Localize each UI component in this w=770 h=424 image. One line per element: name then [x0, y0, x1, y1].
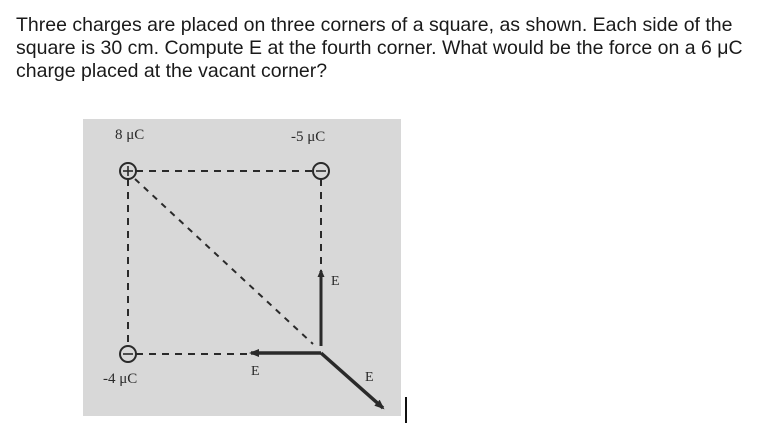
square-diagonal [135, 179, 313, 344]
charge-bottom-left-label: -4 μC [103, 371, 138, 387]
field-vector-diagonal [321, 353, 383, 408]
square-charge-diagram [83, 119, 401, 416]
diagram-svg [83, 119, 401, 416]
charge-top-left-label: 8 μC [115, 127, 145, 143]
question-text: Three charges are placed on three corners of a square, as shown. Each side of the square is 30 cm. Compute E at the fourth corner. What would be the force on a 6 μC charge placed at the vacant corner? [16, 14, 743, 82]
charge-top-right-marker [313, 163, 329, 179]
charge-bottom-left-marker [120, 346, 136, 362]
text-cursor [405, 397, 407, 423]
field-label-horizontal: E [251, 364, 260, 379]
charge-top-right-label: -5 μC [291, 129, 326, 145]
field-label-vertical: E [331, 274, 340, 289]
charge-top-left-marker [120, 163, 136, 179]
field-label-diagonal: E [365, 370, 374, 385]
